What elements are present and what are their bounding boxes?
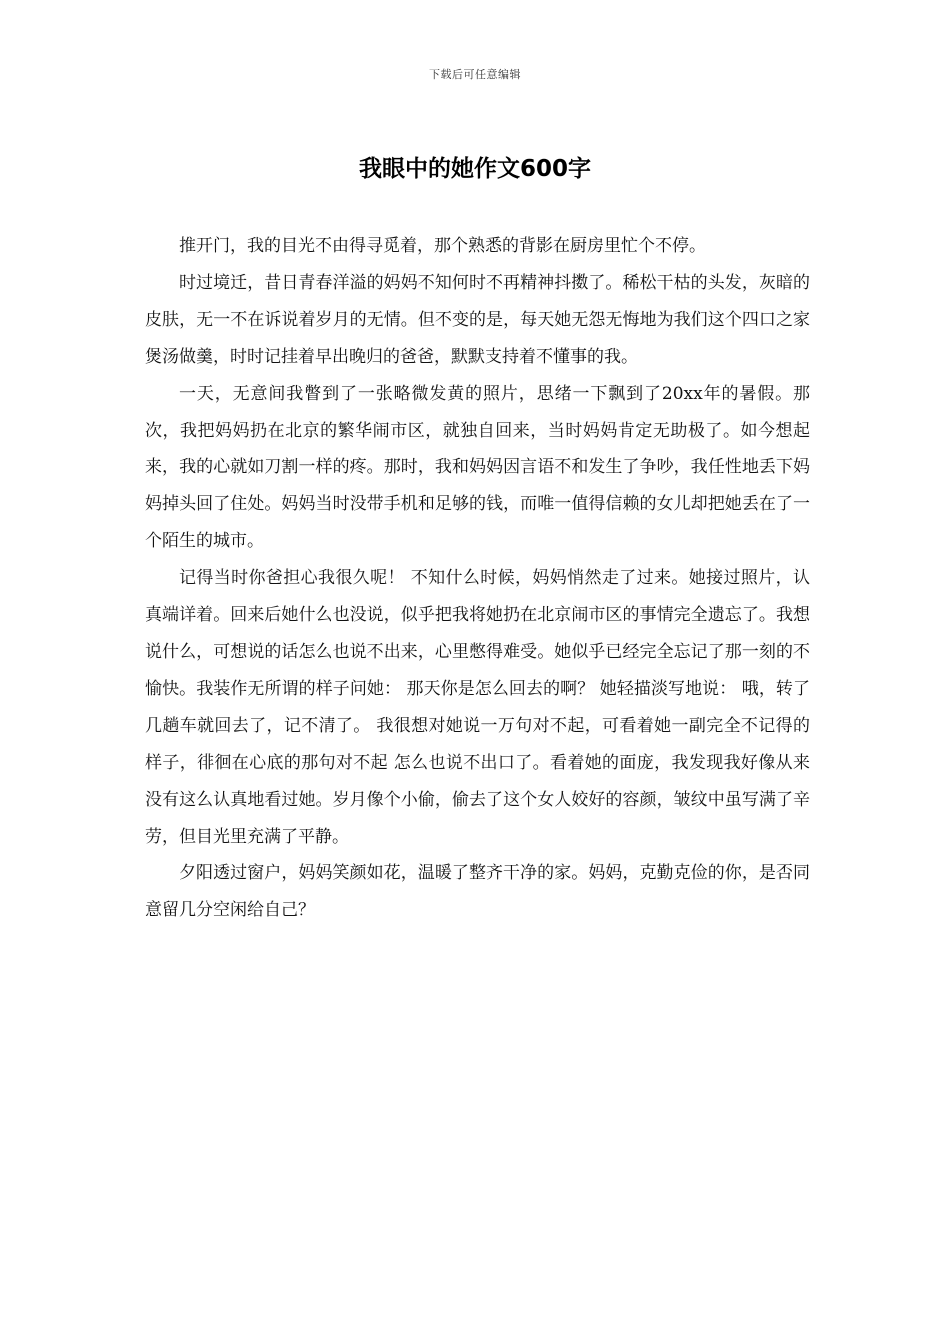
essay-body <box>145 228 810 929</box>
page-title: 我眼中的她作文600字 <box>358 156 591 182</box>
paragraph-3: 一天，无意间我瞥到了一张略微发黄的照片，思绪一下飘到了20xx年的暑假。那次，我把妈妈扔在北京的繁华闹市区，就独自回来，当时妈妈肯定无助极了。如今想起来，我的心就如刀割一样的疼。那时，我和妈妈因言语不和发生了争吵，我任性地丢下妈妈掉头回了住处。妈妈当时没带手机和足够的钱，而唯一值得信赖的女儿却把她丢在了一个陌生的城市。 <box>145 383 810 552</box>
paragraph-2: 时过境迁，昔日青春洋溢的妈妈不知何时不再精神抖擞了。稀松干枯的头发，灰暗的皮肤，无一不在诉说着岁月的无情。但不变的是，每天她无怨无悔地为我们这个四口之家煲汤做羹，时时记挂着早出晚归的爸爸，默默支持着不懂事的我。 <box>145 272 810 367</box>
paragraph-5: 夕阳透过窗户，妈妈笑颜如花，温暖了整齐干净的家。妈妈，克勤克俭的你，是否同意留几分空闲给自己？ <box>145 863 810 921</box>
header-note: 下载后可任意编辑 <box>429 68 521 81</box>
paragraph-4: 记得当时你爸担心我很久呢！ 不知什么时候，妈妈悄然走了过来。她接过照片，认真端详着。回来后她什么也没说，似乎把我将她扔在北京闹市区的事情完全遗忘了。我想说什么，可想说的话怎么也说不出来，心里憋得难受。她似乎已经完全忘记了那一刻的不愉快。我装作无所谓的样子问她： 那天你是怎么回去的啊？ 她轻描淡写地说： 哦，转了几趟车就回去了，记不清了。 我很想对她说一万句对不起，可看着她一副完全不记得的样子，徘徊在心底的那句对不起 怎么也说不出口了。看着她的面庞，我发现我好像从来没有这么认真地看过她。岁月像个小偷，偷去了这个女人姣好的容颜，皱纹中虽写满了辛劳，但目光里充满了平静。 <box>145 568 810 847</box>
paragraph-1: 推开门，我的目光不由得寻觅着，那个熟悉的背影在厨房里忙个不停。 <box>179 236 706 256</box>
